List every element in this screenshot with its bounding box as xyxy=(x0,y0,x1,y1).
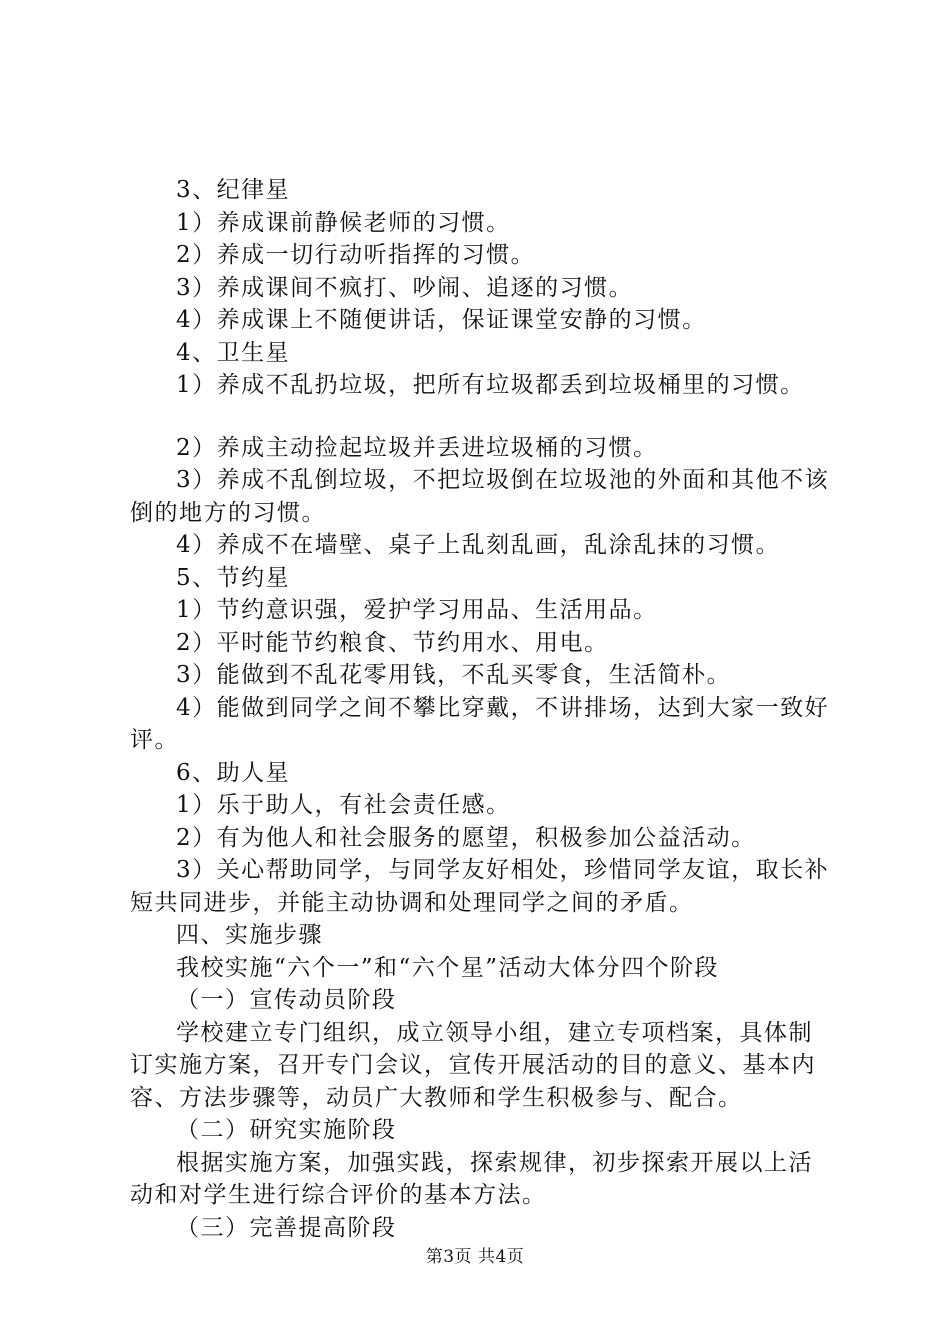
subsection-heading: （二）研究实施阶段 xyxy=(176,1117,397,1143)
body-paragraph: 我校实施“六个一”和“六个星”活动大体分四个阶段 xyxy=(176,954,720,981)
section-heading: 6、助人星 xyxy=(176,759,291,786)
section-heading: 5、节约星 xyxy=(176,564,291,591)
list-item: 2）养成主动捡起垃圾并丢进垃圾桶的习惯。 xyxy=(176,434,658,461)
body-paragraph: 学校建立专门组织，成立领导小组，建立专项档案，具体制订实施方案，召开专门会议，宣传开展活动的目的意义、基本内容、方法步骤等，动员广大教师和学生积极参与、配合。 xyxy=(130,1019,816,1111)
list-item: 3）能做到不乱花零用钱，不乱买零食，生活简朴。 xyxy=(176,662,732,688)
section-heading: 四、实施步骤 xyxy=(176,922,323,948)
section-heading: 4、卫生星 xyxy=(176,339,291,366)
list-item: 4）能做到同学之间不攀比穿戴，不讲排场，达到大家一致好评。 xyxy=(130,694,830,753)
list-item: 1）节约意识强，爱护学习用品、生活用品。 xyxy=(176,597,658,623)
list-item: 2）平时能节约粮食、节约用水、用电。 xyxy=(176,629,609,656)
list-item: 3）关心帮助同学，与同学友好相处，珍惜同学友谊，取长补短共同进步，并能主动协调和处理同学之间的矛盾。 xyxy=(130,857,830,916)
body-paragraph: 根据实施方案，加强实践，探索规律，初步探索开展以上活动和对学生进行综合评价的基本方法。 xyxy=(130,1149,813,1208)
subsection-heading: （三）完善提高阶段 xyxy=(176,1214,397,1241)
list-item: 1）养成课前静候老师的习惯。 xyxy=(176,209,511,236)
list-item: 1）乐于助人，有社会责任感。 xyxy=(176,792,511,818)
page-footer: 第3页 共4页 xyxy=(425,1247,525,1267)
list-item: 4）养成不在墙壁、桌子上乱刻乱画，乱涂乱抹的习惯。 xyxy=(176,532,781,558)
list-item: 3）养成不乱倒垃圾，不把垃圾倒在垃圾池的外面和其他不该倒的地方的习惯。 xyxy=(130,467,830,526)
list-item: 2）养成一切行动听指挥的习惯。 xyxy=(176,242,536,268)
section-heading: 3、纪律星 xyxy=(176,177,291,203)
list-item: 4）养成课上不随便讲话，保证课堂安静的习惯。 xyxy=(176,307,707,333)
list-item: 2）有为他人和社会服务的愿望，积极参加公益活动。 xyxy=(176,824,756,851)
list-item: 1）养成不乱扔垃圾，把所有垃圾都丢到垃圾桶里的习惯。 xyxy=(176,372,805,398)
list-item: 3）养成课间不疯打、吵闹、追逐的习惯。 xyxy=(176,274,634,301)
document-body xyxy=(130,174,830,1244)
subsection-heading: （一）宣传动员阶段 xyxy=(176,987,397,1013)
